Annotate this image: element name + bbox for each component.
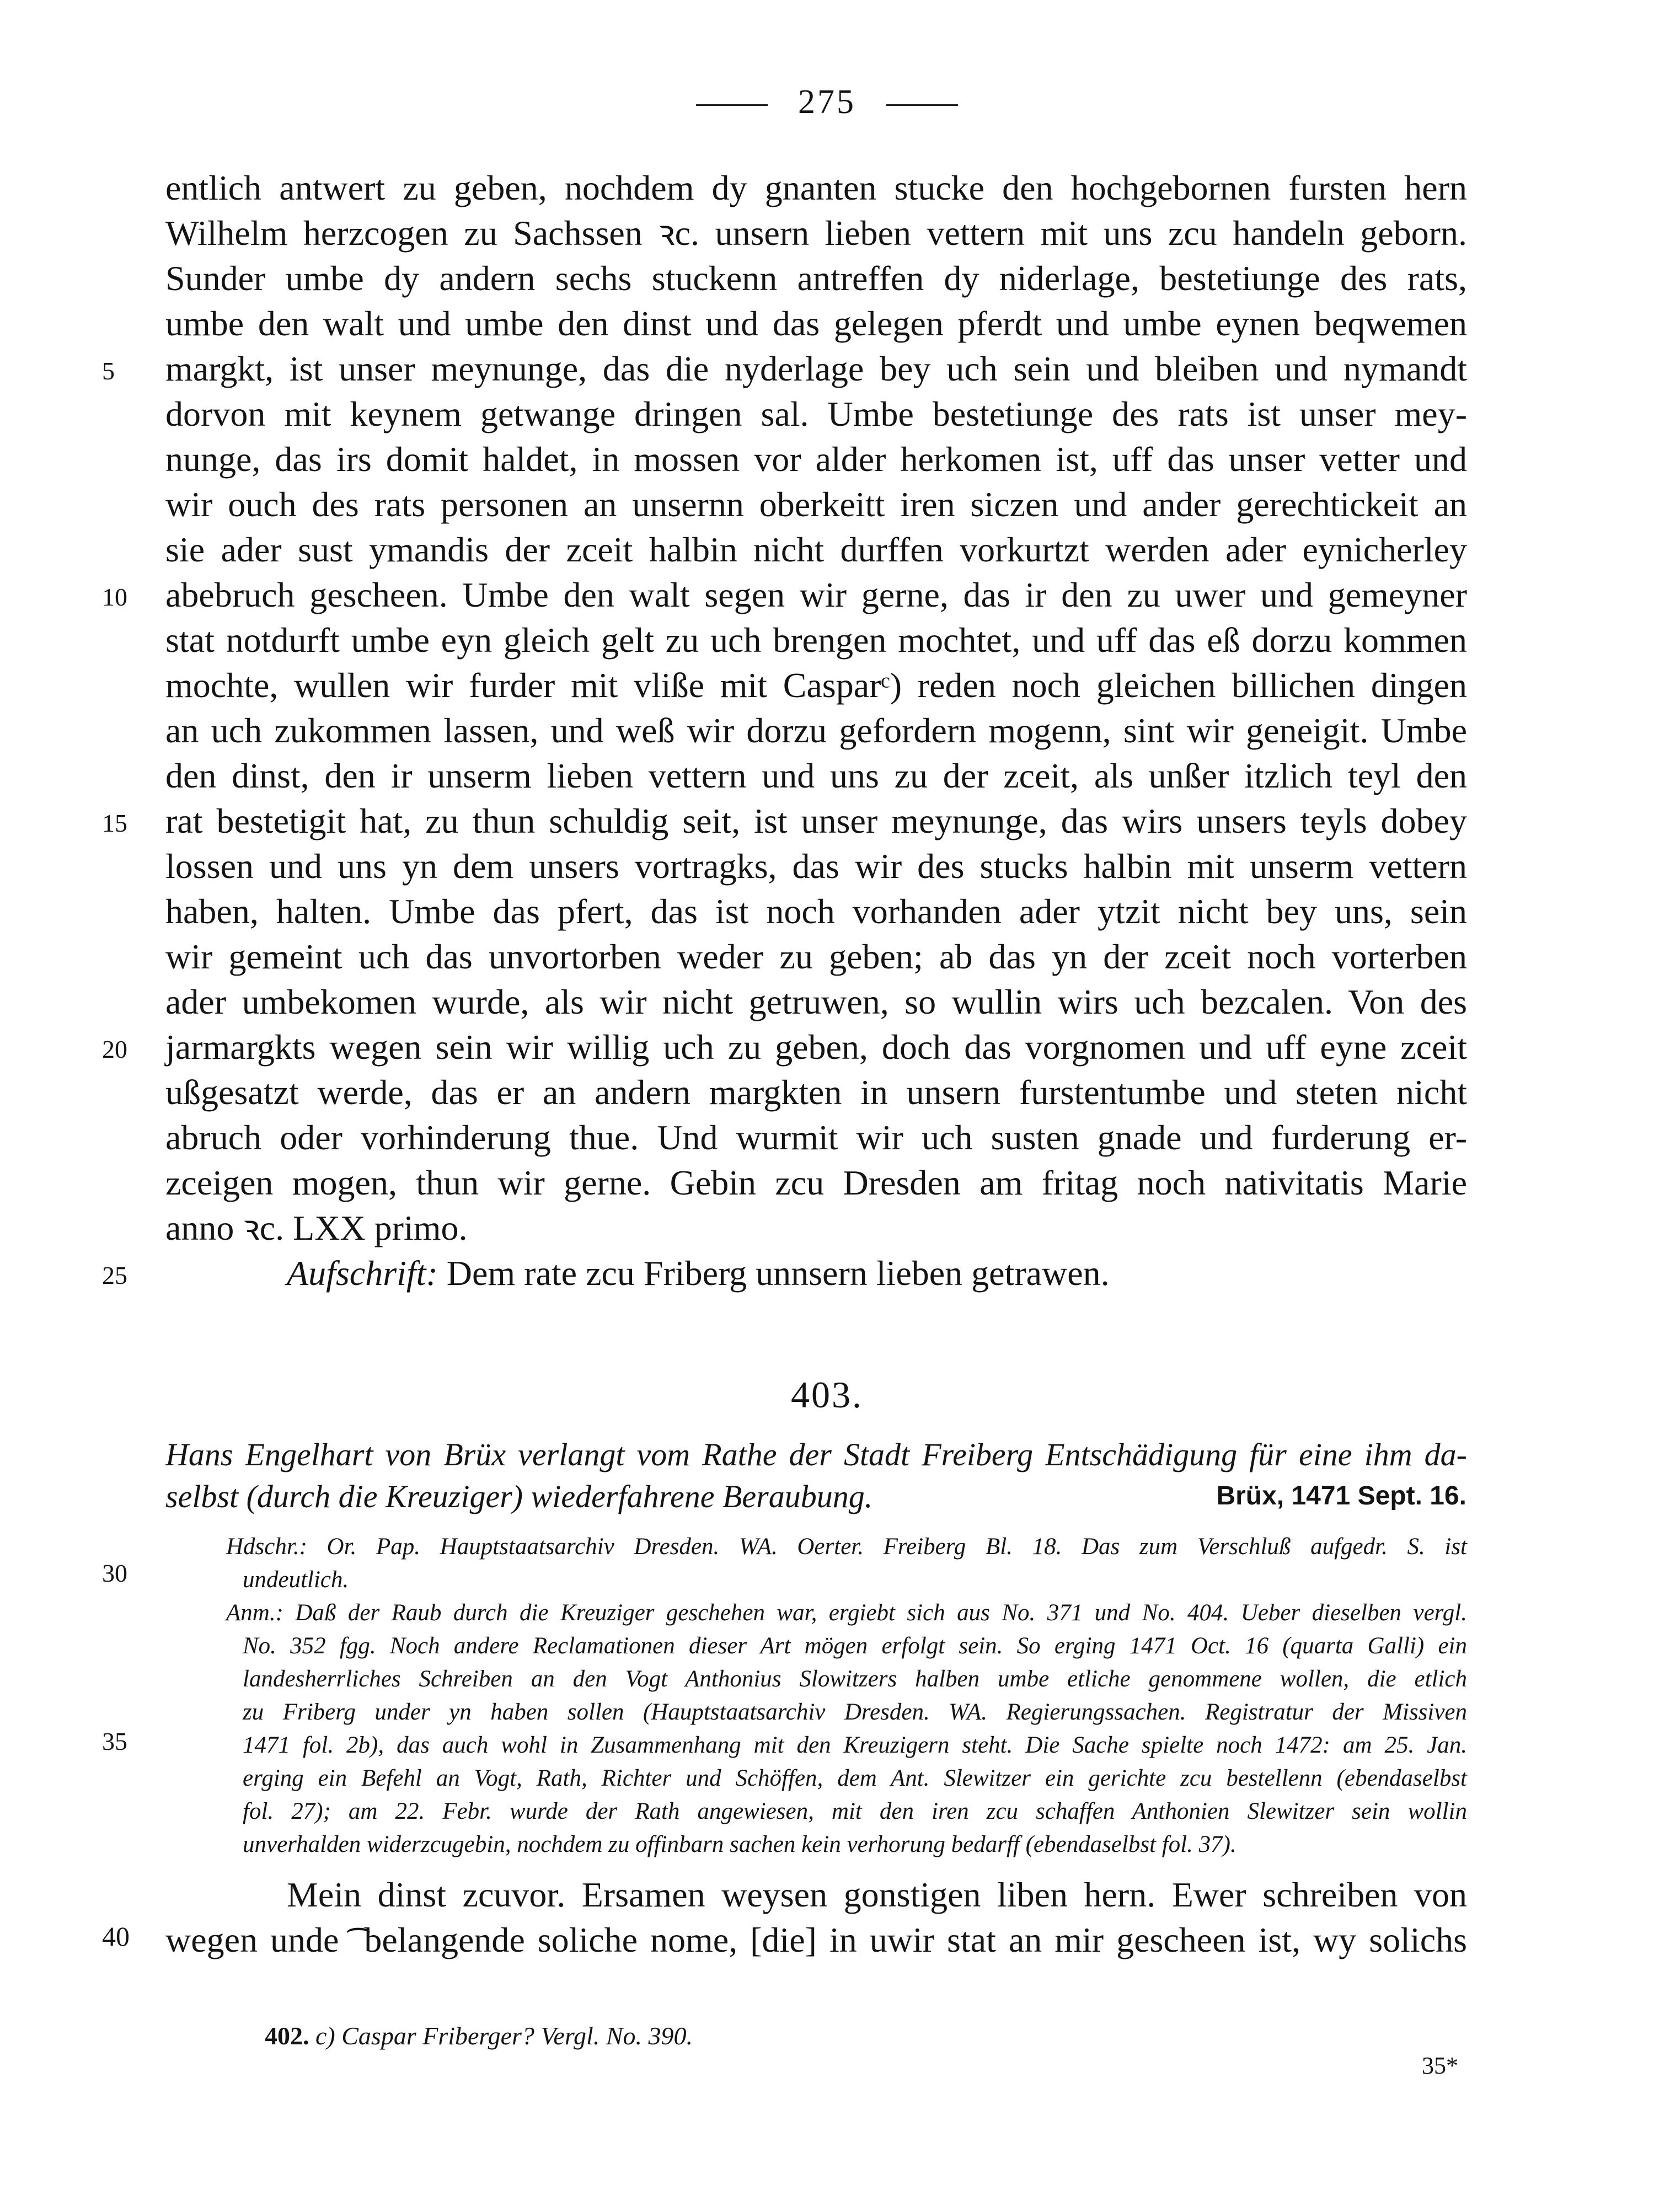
text-line: sie ader sust ymandis der zceit halbin nicht durffen vorkurtzt werden ader eynicherley: [165, 530, 1467, 569]
line-number: 20: [102, 1035, 127, 1063]
line-number: 15: [102, 809, 127, 837]
line-number: 5: [102, 357, 115, 385]
text-line: stat notdurft umbe eyn gleich gelt zu uch brengen mochtet, und uff das eß dorzu kommen: [165, 620, 1467, 660]
address-label: Aufschrift:: [287, 1254, 438, 1293]
text-line: haben, halten. Umbe das pfert, das ist noch vorhanden ader ytzit nicht bey uns, sein: [165, 892, 1467, 931]
document-number: 403.: [791, 1374, 863, 1416]
note-line: erging ein Befehl an Vogt, Rath, Richter und Schöffen, dem Ant. Slewitzer ein gerichte zcu bestellenn (ebendaselbst: [243, 1765, 1467, 1791]
text-line: abebruch gescheen. Umbe den walt segen wir gerne, das ir den zu uwer und gemeyner: [165, 575, 1467, 614]
note-line: unverhalden widerzcugebin, nochdem zu offinbarn sachen kein verhorung bedarff (ebendaselbst fol. 37).: [243, 1831, 1237, 1857]
text-line: anno ꝛc. LXX primo.: [165, 1208, 468, 1247]
note-line: fol. 27); am 22. Febr. wurde der Rath angewiesen, mit den iren zcu schaffen Anthonien Slewitzer sein wollin: [243, 1798, 1467, 1824]
text-line: jarmargkts wegen sein wir willig uch zu geben, doch das vorgnomen und uff eyne zceit: [165, 1027, 1467, 1067]
letter-line: wegen unde ͡ belangende soliche nome, [die] in uwir stat an mir gescheen ist, wy solichs: [165, 1920, 1467, 1959]
line-number: 30: [102, 1559, 127, 1587]
footnote-ref: 402.: [265, 2022, 309, 2050]
footnote: [265, 2021, 693, 2050]
text-line: ader umbekomen wurde, als wir nicht getruwen, so wullin wirs uch bezcalen. Von des: [165, 982, 1467, 1021]
text-line: zceigen mogen, thun wir gerne. Gebin zcu Dresden am fritag noch nativitatis Marie: [165, 1163, 1467, 1202]
text-line: Sunder umbe dy andern sechs stuckenn antreffen dy niderlage, bestetiunge des rats,: [165, 259, 1467, 298]
text-line: entlich antwert zu geben, nochdem dy gnanten stucke den hochgebornen fursten hern: [165, 168, 1467, 207]
note-line: No. 352 fgg. Noch andere Reclamationen dieser Art mögen erfolgt sein. So erging 1471 Oct. 16 (quarta Galli) ein: [243, 1633, 1467, 1659]
text-line: rat bestetigit hat, zu thun schuldig seit, ist unser meynunge, das wirs unsers teyls dobey: [165, 801, 1467, 840]
address-line: [287, 1251, 1467, 1296]
page-header: [0, 83, 1654, 122]
text-line: mochte, wullen wir furder mit vliße mit Casparᶜ) reden noch gleichen billichen dingen: [165, 666, 1467, 705]
line-number: 10: [102, 583, 127, 611]
text-line: an uch zukommen lassen, und weß wir dorzu gefordern mogenn, sint wir geneigit. Umbe: [165, 711, 1467, 750]
text-line: wir gemeint uch das unvortorben weder zu geben; ab das yn der zceit noch vorterben: [165, 937, 1467, 976]
header-dash-left: [696, 104, 768, 106]
footnote-text: c) Caspar Friberger? Vergl. No. 390.: [315, 2022, 693, 2050]
note-line: landesherrliches Schreiben an den Vogt Anthonius Slowitzers halben umbe etliche genommene wollen, die etlich: [243, 1666, 1467, 1692]
text-line: Wilhelm herzcogen zu Sachssen ꝛc. unsern lieben vettern mit uns zcu handeln geborn.: [165, 213, 1467, 253]
text-line: margkt, ist unser meynunge, das die nyderlage bey uch sein und bleiben und nymandt: [165, 349, 1467, 388]
text-line: umbe den walt und umbe den dinst und das gelegen pferdt und umbe eynen beqwemen: [165, 304, 1467, 343]
text-line: wir ouch des rats personen an unsernn oberkeitt iren siczen und ander gerechtickeit an: [165, 485, 1467, 524]
note-line: undeutlich.: [243, 1567, 349, 1593]
summary-line: selbst (durch die Kreuziger) wiederfahrene Beraubung.: [165, 1479, 873, 1514]
note-line: Hdschr.: Or. Pap. Hauptstaatsarchiv Dresden. WA. Oerter. Freiberg Bl. 18. Das zum Verschluß aufgedr. S. ist: [226, 1534, 1467, 1560]
letter-line: Mein dinst zcuvor. Ersamen weysen gonstigen liben hern. Ewer schreiben von: [287, 1875, 1467, 1914]
text-line: nunge, das irs domit haldet, in mossen vor alder herkomen ist, uff das unser vetter und: [165, 440, 1467, 479]
date-place: Brüx, 1471 Sept. 16.: [1216, 1481, 1466, 1511]
line-number: 35: [102, 1727, 127, 1755]
text-line: dorvon mit keynem getwange dringen sal. Umbe bestetiunge des rats ist unser mey-: [165, 394, 1467, 433]
signature-mark: 35*: [1422, 2052, 1458, 2079]
note-line: Anm.: Daß der Raub durch die Kreuziger geschehen war, ergiebt sich aus No. 371 und No. 404. Ueber dieselben vergl.: [226, 1600, 1467, 1626]
note-line: 1471 fol. 2b), das auch wohl in Zusammenhang mit den Kreuzigern steht. Die Sache spielte noch 1472: am 25. Jan.: [243, 1732, 1467, 1758]
text-line: ußgesatzt werde, das er an andern margkten in unsern furstentumbe und steten nicht: [165, 1073, 1467, 1112]
summary-line: Hans Engelhart von Brüx verlangt vom Rathe der Stadt Freiberg Entschädigung für eine ihm da-: [165, 1437, 1467, 1472]
line-number: 40: [102, 1921, 130, 1952]
address-text: Dem rate zcu Friberg unnsern lieben getrawen.: [446, 1254, 1110, 1293]
header-dash-right: [886, 104, 958, 106]
line-number: 25: [102, 1261, 127, 1289]
text-line: abruch oder vorhinderung thue. Und wurmit wir uch susten gnade und furderung er-: [165, 1118, 1467, 1157]
note-line: zu Friberg under yn haben sollen (Hauptstaatsarchiv Dresden. WA. Regierungssachen. Registratur der Missiven: [243, 1699, 1467, 1725]
page-number: 275: [798, 83, 856, 121]
text-line: den dinst, den ir unserm lieben vettern und uns zu der zceit, als unßer itzlich teyl den: [165, 756, 1467, 795]
text-line: lossen und uns yn dem unsers vortragks, das wir des stucks halbin mit unserm vettern: [165, 847, 1467, 886]
